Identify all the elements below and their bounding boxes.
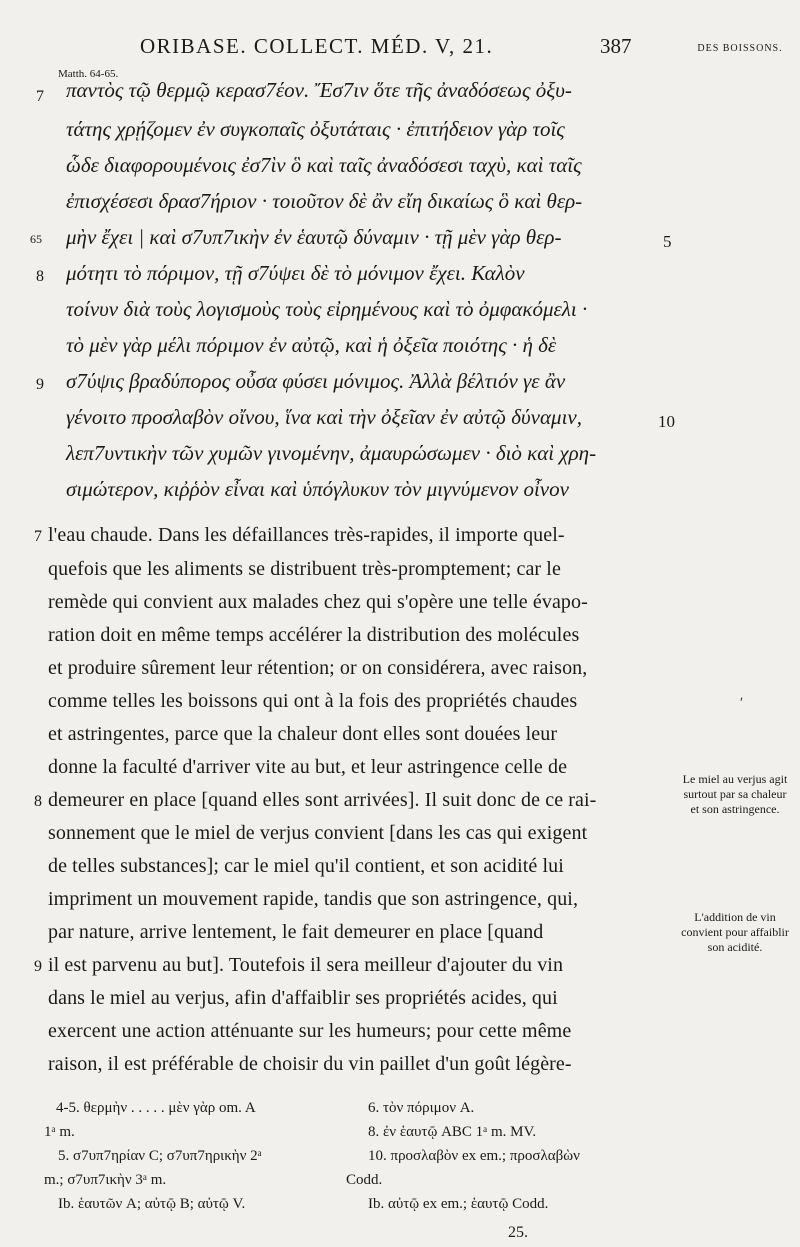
footnote-line: Ib. ἑαυτῶν A; αὐτῷ B; αὐτῷ V. — [58, 1196, 246, 1212]
margin-mark: ʹ — [740, 696, 744, 711]
greek-line-number: 10 — [658, 412, 675, 431]
french-line: et produire sûrement leur rétention; or on considérera, avec raison, — [48, 657, 588, 679]
greek-line-number: 5 — [663, 232, 672, 251]
greek-section-number: 7 — [36, 88, 44, 105]
matth-reference: Matth. 64-65. — [58, 68, 119, 80]
french-line: comme telles les boissons qui ont à la fois des propriétés chaudes — [48, 690, 578, 712]
french-section-number: 8 — [34, 793, 42, 810]
footnote-line: Ib. αὐτῷ ex em.; ἑαυτῷ Codd. — [368, 1196, 549, 1212]
page-number: 387 — [600, 34, 632, 58]
greek-line: μότητι τὸ πόριμον, τῇ σ7ύψει δὲ τὸ μόνιμον ἔχει. Καλὸν — [66, 261, 525, 285]
footnote-line: 8. ἐν ἑαυτῷ ABC 1ᵃ m. MV. — [368, 1124, 537, 1140]
french-line: quefois que les aliments se distribuent très-promptement; car le — [48, 558, 561, 580]
footnote-line: 4-5. θερμὴν . . . . . μὲν γὰρ om. A — [56, 1100, 256, 1116]
footnote-line: 5. σ7υπ7ηρίαν C; σ7υπ7ηρικὴν 2ᵃ — [58, 1148, 262, 1164]
french-line: exercent une action atténuante sur les humeurs; pour cette même — [48, 1020, 572, 1042]
greek-line: τάτης χρῄζομεν ἐν συγκοπαῖς ὀξυτάταις · ἐπιτήδειον γὰρ τοῖς — [66, 117, 565, 141]
greek-line: τὸ μὲν γὰρ μέλι πόριμον ἐν αὐτῷ, καὶ ἡ ὀξεῖα ποιότης · ἡ δὲ — [66, 333, 557, 357]
margin-note: L'addition de vin convient pour affaiblir son acidité. — [681, 910, 789, 954]
french-line: remède qui convient aux malades chez qui s'opère une telle évapo- — [48, 591, 588, 613]
french-line: ration doit en même temps accélérer la distribution des molécules — [48, 624, 580, 646]
french-line: donne la faculté d'arriver vite au but, et leur astringence celle de — [48, 756, 568, 778]
greek-section-number: 8 — [36, 268, 44, 285]
greek-line: παντὸς τῷ θερμῷ κερασ7έον. Ἔσ7ιν ὅτε τῆς ἀναδόσεως ὀξυ- — [66, 78, 572, 102]
french-line: dans le miel au verjus, afin d'affaiblir ses propriétés acides, qui — [48, 987, 558, 1009]
french-line: raison, il est préférable de choisir du vin paillet d'un goût légère- — [48, 1053, 572, 1075]
footnote-line: 1ᵃ m. — [44, 1124, 75, 1140]
french-line: impriment un mouvement rapide, tandis que son astringence, qui, — [48, 888, 579, 910]
greek-line: σιμώτερον, κιῤῥὸν εἶναι καὶ ὑπόγλυκυν τὸν μιγνύμενον οἶνον — [66, 477, 569, 501]
greek-line: τοίνυν διὰ τοὺς λογισμοὺς τοὺς εἰρημένους καὶ τὸ ὀμφακόμελι · — [66, 297, 588, 321]
footnote-line: 10. προσλαβὸν ex em.; προσλαβὼν — [368, 1148, 580, 1164]
french-section-number: 9 — [34, 958, 42, 975]
french-line: demeurer en place [quand elles sont arrivées]. Il suit donc de ce rai- — [48, 789, 597, 811]
footnote-line: Codd. — [346, 1172, 383, 1188]
french-line: il est parvenu au but]. Toutefois il sera meilleur d'ajouter du vin — [48, 954, 564, 976]
running-title: ORIBASE. COLLECT. MÉD. V, 21. — [140, 34, 494, 58]
french-line: sonnement que le miel de verjus convient [dans les cas qui exigent — [48, 822, 588, 844]
greek-line: γένοιτο προσλαβὸν οἴνου, ἵνα καὶ τὴν ὀξεῖαν ἐν αὐτῷ δύναμιν, — [66, 405, 582, 429]
greek-page-marker: 65 — [30, 232, 42, 246]
greek-line: λεπ7υντικὴν τῶν χυμῶν γινομένην, ἀμαυρώσωμεν · διὸ καὶ χρη- — [66, 441, 597, 465]
french-line: l'eau chaude. Dans les défaillances très-rapides, il importe quel- — [48, 524, 565, 546]
french-section-number: 7 — [34, 528, 42, 545]
french-line: par nature, arrive lentement, le fait demeurer en place [quand — [48, 921, 544, 943]
greek-line: σ7ύψις βραδύπορος οὖσα φύσει μόνιμος. Ἀλλὰ βέλτιόν γε ἂν — [66, 369, 566, 393]
signature-mark: 25. — [508, 1224, 528, 1241]
greek-line: μὴν ἔχει | καὶ σ7υπ7ικὴν ἐν ἑαυτῷ δύναμιν · τῇ μὲν γὰρ θερ- — [66, 225, 562, 249]
french-line: et astringentes, parce que la chaleur dont elles sont douées leur — [48, 723, 558, 745]
french-line: de telles substances]; car le miel qu'il contient, et son acidité lui — [48, 855, 564, 877]
margin-note: Le miel au verjus agit surtout par sa chaleur et son astringence. — [682, 772, 788, 816]
greek-line: ἐπισχέσεσι δρασ7ήριον · τοιοῦτον δὲ ἂν εἴη δικαίως ὃ καὶ θερ- — [66, 189, 583, 213]
greek-section-number: 9 — [36, 376, 44, 393]
greek-line: ὧδε διαφορουμένοις ἐσ7ὶν ὃ καὶ ταῖς ἀναδόσεσι ταχὺ, καὶ ταῖς — [66, 153, 582, 177]
footnote-line: 6. τὸν πόριμον A. — [368, 1100, 475, 1116]
side-title: DES BOISSONS. — [697, 43, 783, 54]
footnote-line: m.; σ7υπ7ικὴν 3ᵃ m. — [44, 1172, 167, 1188]
